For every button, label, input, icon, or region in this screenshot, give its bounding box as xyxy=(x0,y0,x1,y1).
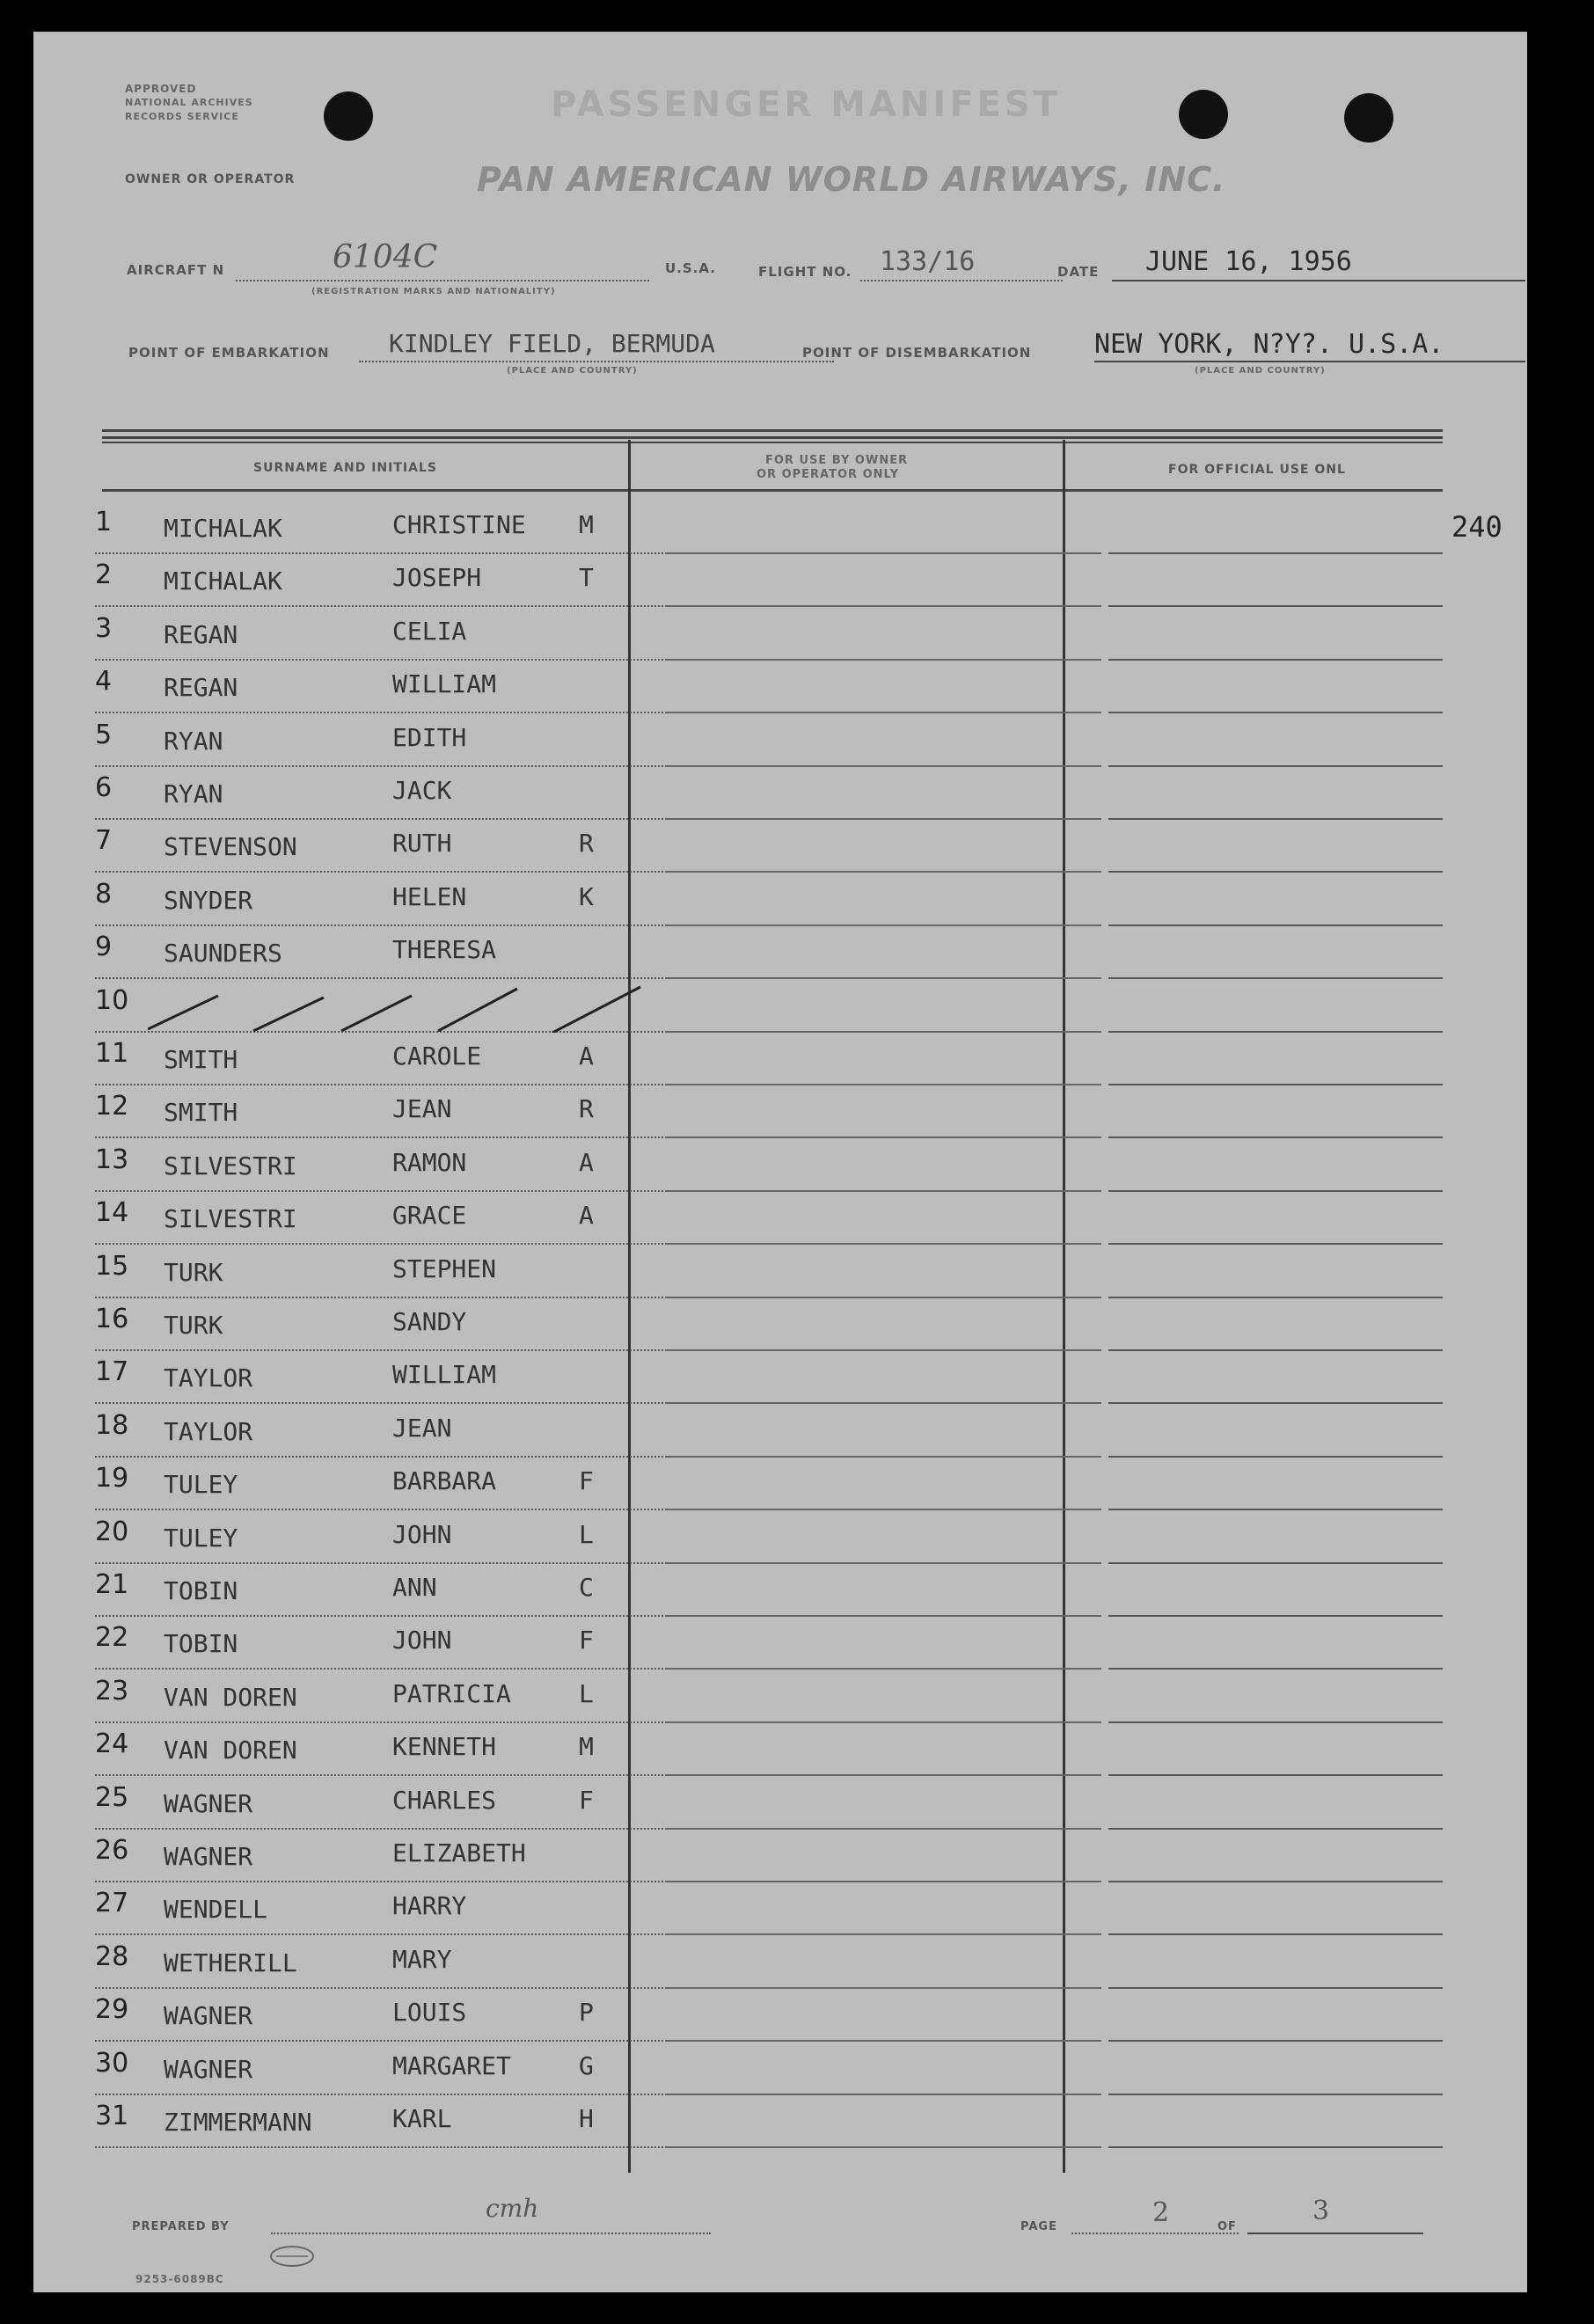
owner-label: OWNER OR OPERATOR xyxy=(125,172,296,186)
initial: F xyxy=(579,1466,594,1496)
manifest-sheet xyxy=(33,32,1527,2292)
initial: T xyxy=(579,563,594,593)
given-name: JOSEPH xyxy=(392,563,482,593)
row-number: 31 xyxy=(95,2101,129,2131)
row-number: 17 xyxy=(95,1356,129,1388)
initial: P xyxy=(579,1998,594,2028)
row-rule xyxy=(1108,977,1443,979)
row-rule xyxy=(95,871,663,873)
table-row xyxy=(33,825,1527,878)
embark-value: KINDLEY FIELD, BERMUDA xyxy=(389,329,715,358)
row-rule xyxy=(665,1402,1101,1404)
date-value: JUNE 16, 1956 xyxy=(1145,246,1352,277)
row-rule xyxy=(665,1456,1101,1458)
row-rule xyxy=(95,1136,663,1138)
form-number: 9253-6089BC xyxy=(135,2273,224,2285)
initial: R xyxy=(579,1094,594,1124)
row-rule xyxy=(95,1774,663,1776)
row-rule xyxy=(1108,2094,1443,2095)
table-row xyxy=(33,1038,1527,1091)
row-rule xyxy=(665,605,1101,607)
row-rule xyxy=(95,765,663,767)
given-name: SANDY xyxy=(392,1307,467,1336)
col-owner-header-line2: OR OPERATOR ONLY xyxy=(757,468,900,481)
surname: REGAN xyxy=(164,619,238,649)
col-owner-header-line1: FOR USE BY OWNER xyxy=(765,454,909,467)
table-row xyxy=(33,1622,1527,1675)
surname: SNYDER xyxy=(164,885,253,915)
surname: SILVESTRI xyxy=(164,1204,297,1234)
table-row xyxy=(33,559,1527,612)
table-row xyxy=(33,1516,1527,1569)
surname: WETHERILL xyxy=(164,1948,297,1977)
initial: A xyxy=(579,1147,594,1177)
given-name: LOUIS xyxy=(392,1998,467,2028)
row-rule xyxy=(665,1509,1101,1510)
row-rule xyxy=(95,1084,663,1085)
row-rule xyxy=(95,1402,663,1404)
row-rule xyxy=(95,712,663,713)
punch-hole-left xyxy=(324,91,373,141)
row-rule xyxy=(665,1668,1101,1670)
row-rule xyxy=(95,1987,663,1989)
surname: TAYLOR xyxy=(164,1363,253,1393)
given-name: CHARLES xyxy=(392,1785,497,1815)
table-row xyxy=(33,1941,1527,1994)
row-number: 6 xyxy=(95,772,113,803)
surname: WAGNER xyxy=(164,2001,253,2031)
table-top-rule-2 xyxy=(102,436,1443,439)
surname: TAYLOR xyxy=(164,1416,253,1446)
given-name: JEAN xyxy=(392,1413,452,1443)
given-name: STEPHEN xyxy=(392,1253,497,1283)
given-name: CAROLE xyxy=(392,1041,482,1071)
row-rule xyxy=(1108,1881,1443,1882)
table-row xyxy=(33,879,1527,932)
given-name: CELIA xyxy=(392,616,467,646)
row-rule xyxy=(95,1456,663,1458)
surname: REGAN xyxy=(164,673,238,703)
owner-name: PAN AMERICAN WORLD AIRWAYS, INC. xyxy=(477,160,1226,199)
table-row xyxy=(33,2101,1527,2153)
surname: VAN DOREN xyxy=(164,1736,297,1765)
disembark-sub: (PLACE AND COUNTRY) xyxy=(1195,366,1326,376)
row-rule xyxy=(1108,1987,1443,1989)
surname: TOBIN xyxy=(164,1576,238,1605)
row-rule xyxy=(1108,1031,1443,1033)
surname: RYAN xyxy=(164,726,223,756)
table-row xyxy=(33,1463,1527,1516)
initial: A xyxy=(579,1041,594,1071)
surname: MICHALAK xyxy=(164,514,282,543)
given-name: ELIZABETH xyxy=(392,1838,526,1867)
row-number: 23 xyxy=(95,1675,129,1706)
date-label: DATE xyxy=(1057,264,1100,280)
surname: TULEY xyxy=(164,1523,238,1553)
given-name: KENNETH xyxy=(392,1732,497,1762)
row-rule xyxy=(1108,1721,1443,1723)
row-number: 25 xyxy=(95,1781,129,1813)
row-rule xyxy=(1108,2040,1443,2042)
row-rule xyxy=(95,1509,663,1510)
surname: TURK xyxy=(164,1257,223,1287)
row-rule xyxy=(1108,1243,1443,1245)
row-rule xyxy=(665,1136,1101,1138)
surname: STEVENSON xyxy=(164,832,297,862)
row-rule xyxy=(95,605,663,607)
table-row xyxy=(33,1994,1527,2047)
surname: WAGNER xyxy=(164,2054,253,2084)
row-rule xyxy=(1108,1615,1443,1617)
row-rule xyxy=(1108,712,1443,713)
row-number: 12 xyxy=(95,1091,129,1122)
embark-sub: (PLACE AND COUNTRY) xyxy=(507,366,638,376)
table-header-rule xyxy=(102,489,1443,492)
row-number: 2 xyxy=(95,559,113,591)
row-number: 30 xyxy=(95,2047,129,2079)
row-rule xyxy=(95,552,663,554)
surname: WAGNER xyxy=(164,1842,253,1871)
table-row xyxy=(33,1144,1527,1197)
disembark-value: NEW YORK, N?Y?. U.S.A. xyxy=(1094,329,1444,360)
row-rule xyxy=(95,1562,663,1564)
row-rule xyxy=(665,2040,1101,2042)
page-underline xyxy=(1071,2233,1239,2234)
row-rule xyxy=(665,1562,1101,1564)
row-number: 7 xyxy=(95,825,113,857)
flight-underline xyxy=(860,280,1063,281)
cancelled-row-strikes xyxy=(148,980,676,1033)
row-rule xyxy=(95,2094,663,2095)
archive-stamp-line3: RECORDS SERVICE xyxy=(125,111,239,122)
row-rule xyxy=(95,1615,663,1617)
of-value: 3 xyxy=(1312,2196,1330,2226)
disembark-label: POINT OF DISEMBARKATION xyxy=(802,345,1032,361)
row-rule xyxy=(1108,1456,1443,1458)
surname: TOBIN xyxy=(164,1629,238,1659)
aircraft-label: AIRCRAFT N xyxy=(127,262,225,278)
row-number: 13 xyxy=(95,1144,129,1175)
surname: SAUNDERS xyxy=(164,939,282,968)
col-surname-header: SURNAME AND INITIALS xyxy=(253,461,437,475)
row-number: 1 xyxy=(95,507,113,537)
of-underline xyxy=(1247,2233,1423,2234)
row-rule xyxy=(1108,1084,1443,1085)
given-name: MARY xyxy=(392,1944,452,1974)
page-label: PAGE xyxy=(1020,2220,1057,2233)
row-rule xyxy=(95,1881,663,1882)
initial: F xyxy=(579,1785,594,1815)
row-rule xyxy=(1108,1828,1443,1830)
row-rule xyxy=(1108,1402,1443,1404)
punch-hole-right xyxy=(1344,93,1393,143)
row-rule xyxy=(95,924,663,926)
row-number: 11 xyxy=(95,1038,129,1069)
embark-label: POINT OF EMBARKATION xyxy=(128,345,330,361)
table-row xyxy=(33,613,1527,666)
given-name: JOHN xyxy=(392,1626,452,1655)
given-name: JOHN xyxy=(392,1519,452,1549)
prepared-value: cmh xyxy=(486,2194,539,2223)
aircraft-value: 6104C xyxy=(333,239,438,275)
row-rule xyxy=(1108,1509,1443,1510)
row-rule xyxy=(665,1084,1101,1085)
row-rule xyxy=(665,1828,1101,1830)
given-name: RAMON xyxy=(392,1147,467,1177)
row-number: 21 xyxy=(95,1569,129,1600)
row-rule xyxy=(665,1774,1101,1776)
row-number: 29 xyxy=(95,1994,129,2026)
row-rule xyxy=(1108,924,1443,926)
page-value: 2 xyxy=(1152,2197,1170,2228)
given-name: WILLIAM xyxy=(392,1360,497,1390)
row-rule xyxy=(1108,765,1443,767)
row-rule xyxy=(665,552,1101,554)
given-name: THERESA xyxy=(392,935,497,965)
initial: L xyxy=(579,1519,594,1549)
row-rule xyxy=(1108,659,1443,661)
surname: ZIMMERMANN xyxy=(164,2108,312,2137)
initial: L xyxy=(579,1678,594,1708)
row-number: 14 xyxy=(95,1197,129,1229)
given-name: MARGARET xyxy=(392,2050,511,2080)
row-rule xyxy=(95,1297,663,1298)
row-number: 5 xyxy=(95,719,113,750)
row-rule xyxy=(95,2146,663,2148)
flight-value: 133/16 xyxy=(880,246,976,277)
surname: SILVESTRI xyxy=(164,1151,297,1180)
archive-stamp-line2: NATIONAL ARCHIVES xyxy=(125,97,253,108)
row-rule xyxy=(1108,552,1443,554)
punch-hole-center xyxy=(1179,90,1228,139)
row-rule xyxy=(1108,871,1443,873)
row-rule xyxy=(665,1243,1101,1245)
row-number: 18 xyxy=(95,1409,129,1441)
given-name: KARL xyxy=(392,2104,452,2133)
usa-label: U.S.A. xyxy=(665,260,716,276)
row-number: 16 xyxy=(95,1304,129,1334)
table-row xyxy=(33,1835,1527,1888)
row-number: 20 xyxy=(95,1516,129,1547)
table-row xyxy=(33,720,1527,772)
table-row xyxy=(33,1728,1527,1781)
row-rule xyxy=(95,1190,663,1192)
row-number: 27 xyxy=(95,1888,129,1919)
row-number: 19 xyxy=(95,1463,129,1495)
row-rule xyxy=(1108,1297,1443,1298)
surname: MICHALAK xyxy=(164,566,282,596)
table-row xyxy=(33,666,1527,719)
row-rule xyxy=(95,1668,663,1670)
row-rule xyxy=(95,1828,663,1830)
row-rule xyxy=(95,1721,663,1723)
row-number: 9 xyxy=(95,932,113,963)
row-rule xyxy=(95,1243,663,1245)
row-rule xyxy=(95,1933,663,1935)
given-name: WILLIAM xyxy=(392,669,497,699)
table-row xyxy=(33,2048,1527,2101)
row-rule xyxy=(95,818,663,820)
table-row xyxy=(33,1888,1527,1940)
margin-note: 240 xyxy=(1451,510,1503,544)
table-row xyxy=(33,1251,1527,1304)
given-name: GRACE xyxy=(392,1201,467,1231)
row-rule xyxy=(1108,1190,1443,1192)
table-top-rule-1 xyxy=(102,429,1443,432)
row-rule xyxy=(95,2040,663,2042)
surname: WAGNER xyxy=(164,1788,253,1818)
row-rule xyxy=(665,1721,1101,1723)
row-rule xyxy=(95,1349,663,1351)
table-row xyxy=(33,1091,1527,1144)
row-rule xyxy=(95,659,663,661)
row-rule xyxy=(665,818,1101,820)
row-rule xyxy=(1108,1349,1443,1351)
row-rule xyxy=(1108,1668,1443,1670)
initial: M xyxy=(579,510,594,539)
row-rule xyxy=(1108,1562,1443,1564)
row-rule xyxy=(665,1933,1101,1935)
given-name: BARBARA xyxy=(392,1466,497,1496)
given-name: ANN xyxy=(392,1573,437,1602)
aircraft-sub: (REGISTRATION MARKS AND NATIONALITY) xyxy=(311,287,556,296)
given-name: JEAN xyxy=(392,1094,452,1124)
table-row xyxy=(33,932,1527,984)
initial: G xyxy=(579,2050,594,2080)
table-row xyxy=(33,1676,1527,1728)
table-row xyxy=(33,507,1527,559)
row-rule xyxy=(665,1987,1101,1989)
embark-underline xyxy=(359,361,834,362)
row-rule xyxy=(665,1615,1101,1617)
given-name: PATRICIA xyxy=(392,1678,511,1708)
table-row xyxy=(33,772,1527,825)
initial: M xyxy=(579,1732,594,1762)
initial: A xyxy=(579,1201,594,1231)
row-rule xyxy=(665,924,1101,926)
of-label: OF xyxy=(1217,2220,1237,2233)
table-row xyxy=(33,1304,1527,1356)
initial: C xyxy=(579,1573,594,1602)
surname: SMITH xyxy=(164,1045,238,1074)
row-rule xyxy=(665,1297,1101,1298)
row-number: 22 xyxy=(95,1622,129,1654)
row-rule xyxy=(1108,1774,1443,1776)
row-rule xyxy=(1108,818,1443,820)
given-name: HELEN xyxy=(392,881,467,911)
row-rule xyxy=(1108,2146,1443,2148)
surname: WENDELL xyxy=(164,1895,268,1925)
surname: RYAN xyxy=(164,779,223,808)
row-number: 10 xyxy=(95,984,129,1016)
table-row xyxy=(33,1782,1527,1835)
union-label-icon xyxy=(267,2243,317,2269)
prepared-label: PREPARED BY xyxy=(132,2220,230,2233)
date-underline xyxy=(1112,280,1525,281)
initial: H xyxy=(579,2104,594,2133)
col-official-header: FOR OFFICIAL USE ONL xyxy=(1168,463,1346,477)
row-rule xyxy=(665,977,1101,979)
aircraft-underline xyxy=(236,280,649,281)
initial: R xyxy=(579,829,594,859)
given-name: JACK xyxy=(392,776,452,805)
row-rule xyxy=(665,871,1101,873)
initial: F xyxy=(579,1626,594,1655)
flight-label: FLIGHT NO. xyxy=(758,264,852,280)
surname: TULEY xyxy=(164,1470,238,1500)
page-title: PASSENGER MANIFEST xyxy=(551,84,1061,125)
row-number: 24 xyxy=(95,1728,129,1760)
row-number: 26 xyxy=(95,1835,129,1866)
row-rule xyxy=(1108,605,1443,607)
given-name: CHRISTINE xyxy=(392,510,526,539)
given-name: HARRY xyxy=(392,1891,467,1921)
table-row xyxy=(33,1356,1527,1409)
table-row xyxy=(33,985,1527,1038)
table-top-rule-3 xyxy=(102,442,1443,443)
row-rule xyxy=(1108,1136,1443,1138)
row-rule xyxy=(1108,1933,1443,1935)
given-name: EDITH xyxy=(392,722,467,752)
table-row xyxy=(33,1410,1527,1463)
row-rule xyxy=(665,1031,1101,1033)
row-number: 28 xyxy=(95,1940,129,1972)
row-number: 3 xyxy=(95,612,113,644)
surname: TURK xyxy=(164,1311,223,1340)
row-number: 15 xyxy=(95,1250,129,1282)
row-rule xyxy=(665,712,1101,713)
row-rule xyxy=(665,659,1101,661)
row-rule xyxy=(665,1349,1101,1351)
archive-stamp-line1: APPROVED xyxy=(125,83,197,95)
row-rule xyxy=(665,765,1101,767)
surname: SMITH xyxy=(164,1098,238,1128)
row-number: 8 xyxy=(95,878,113,910)
row-rule xyxy=(665,1881,1101,1882)
given-name: RUTH xyxy=(392,829,452,859)
row-rule xyxy=(665,2094,1101,2095)
table-row xyxy=(33,1197,1527,1250)
disembark-underline xyxy=(1094,361,1525,362)
surname: VAN DOREN xyxy=(164,1682,297,1712)
row-rule xyxy=(665,2146,1101,2148)
row-rule xyxy=(665,1190,1101,1192)
row-number: 4 xyxy=(95,666,113,698)
table-row xyxy=(33,1569,1527,1622)
initial: K xyxy=(579,881,594,911)
prepared-underline xyxy=(271,2233,711,2234)
